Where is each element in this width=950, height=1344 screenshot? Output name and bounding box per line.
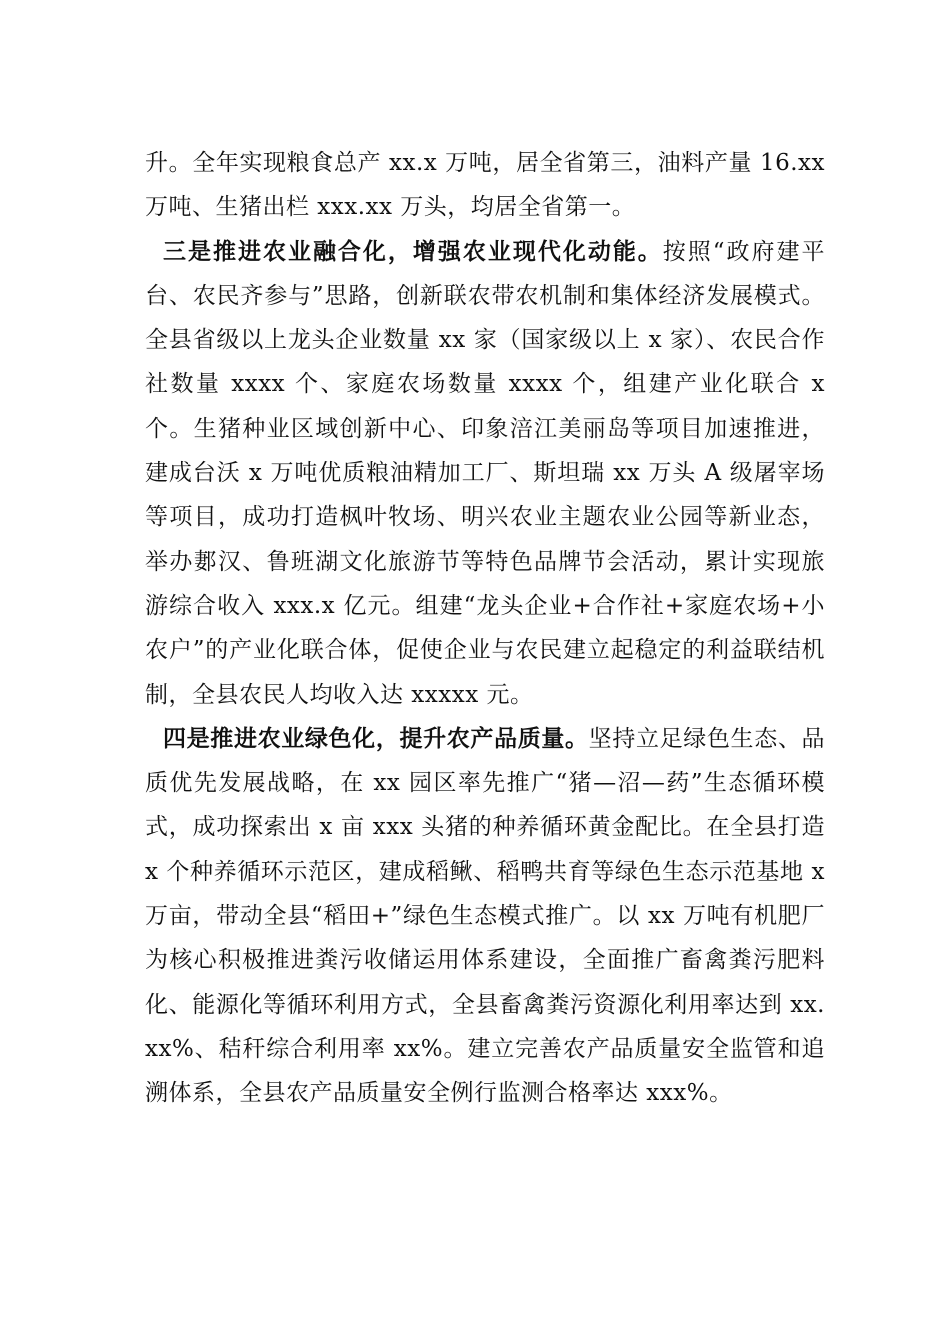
paragraph-heading: 三是推进农业融合化，增强农业现代化动能。: [163, 237, 663, 265]
paragraph-agricultural-integration: [145, 230, 825, 717]
paragraph-text: 按照“政府建平台、农民齐参与”思路，创新联农带农机制和集体经济发展模式。全县省级以上龙头企业数量 xx 家（国家级以上 x 家）、农民合作社数量 xxxx 个、家庭农场数量 xxxx 个，组建产业化联合 x 个。生猪种业区域创新中心、印象涪江美丽岛等项目加速推进，建成台沃 x 万吨优质粮油精加工厂、斯坦瑞 xx 万头 A 级屠宰场等项目，成功打造枫叶牧场、明兴农业主题农业公园等新业态，举办郪汉、鲁班湖文化旅游节等特色品牌节会活动，累计实现旅游综合收入 xxx.x 亿元。组建“龙头企业+合作社+家庭农场+小农户”的产业化联合体，促使企业与农民建立起稳定的利益联结机制，全县农民人均收入达 xxxxx 元。: [145, 238, 825, 708]
paragraph-heading: 四是推进农业绿色化，提升农产品质量。: [163, 724, 589, 752]
paragraph-green-agriculture: [145, 717, 825, 1116]
paragraph-continuation: [145, 141, 825, 230]
paragraph-text: 升。全年实现粮食总产 xx.x 万吨，居全省第三，油料产量 16.xx 万吨、生猪出栏 xxx.xx 万头，均居全省第一。: [145, 150, 825, 221]
document-body: [145, 141, 825, 1116]
paragraph-text: 坚持立足绿色生态、品质优先发展战略，在 xx 园区率先推广“猪—沼—药”生态循环模式，成功探索出 x 亩 xxx 头猪的种养循环黄金配比。在全县打造 x 个种养循环示范区，建成稻鳅、稻鸭共育等绿色生态示范基地 x 万亩，带动全县“稻田+”绿色生态模式推广。以 xx 万吨有机肥厂为核心积极推进粪污收储运用体系建设，全面推广畜禽粪污肥料化、能源化等循环利用方式，全县畜禽粪污资源化利用率达到 xx.xx%、秸秆综合利用率 xx%。建立完善农产品质量安全监管和追溯体系，全县农产品质量安全例行监测合格率达 xxx%。: [145, 725, 826, 1107]
